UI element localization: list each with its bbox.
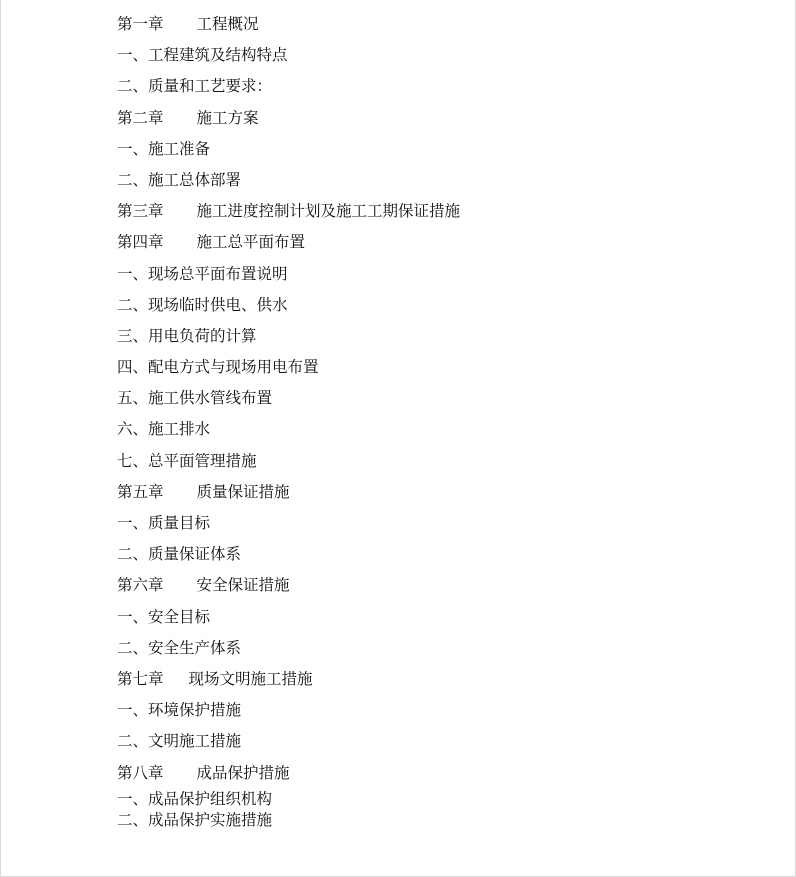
chapter-title: 施工进度控制计划及施工工期保证措施 <box>196 202 461 221</box>
chapter-title: 安全保证措施 <box>196 576 290 595</box>
toc-section: 六、施工排水 <box>117 420 211 439</box>
toc-section: 二、安全生产体系 <box>117 638 242 657</box>
chapter-title: 现场文明施工措施 <box>188 669 313 688</box>
toc-section: 一、质量目标 <box>117 514 211 532</box>
toc-section: 二、文明施工措施 <box>117 732 242 751</box>
toc-chapter-3 <box>117 200 460 231</box>
toc-chapter-7 <box>117 668 460 699</box>
toc-section: 二、现场临时供电、供水 <box>117 295 288 314</box>
toc-section: 三、用电负荷的计算 <box>117 326 257 345</box>
toc-section: 二、质量和工艺要求： <box>117 77 273 96</box>
toc-section: 一、环境保护措施 <box>117 701 242 720</box>
chapter-number: 第七章 <box>117 669 164 688</box>
toc-chapter-8 <box>117 762 460 788</box>
toc-section: 一、成品保护组织机构 <box>117 789 273 808</box>
chapter-number: 第五章 <box>117 482 164 501</box>
toc-section: 二、成品保护实施措施 <box>117 810 273 829</box>
chapter-number: 第三章 <box>117 202 164 221</box>
toc-section: 一、现场总平面布置说明 <box>117 264 288 283</box>
toc-section: 五、施工供水管线布置 <box>117 389 273 408</box>
chapter-title: 工程概况 <box>196 15 259 33</box>
toc-chapter-4 <box>117 231 460 262</box>
toc-section: 一、工程建筑及结构特点 <box>117 46 288 65</box>
chapter-number: 第四章 <box>117 233 164 252</box>
toc-chapter-6 <box>117 574 460 605</box>
chapter-number: 第六章 <box>117 576 164 595</box>
table-of-contents <box>117 13 460 830</box>
chapter-title: 成品保护措施 <box>196 763 290 782</box>
chapter-title: 施工方案 <box>196 108 259 127</box>
toc-section: 一、施工准备 <box>117 139 211 158</box>
toc-chapter-1 <box>117 13 460 44</box>
toc-section: 四、配电方式与现场用电布置 <box>117 358 319 377</box>
toc-section: 二、质量保证体系 <box>117 545 242 564</box>
toc-chapter-5 <box>117 481 460 512</box>
toc-chapter-2 <box>117 107 460 138</box>
chapter-number: 第一章 <box>117 15 164 33</box>
toc-section: 二、施工总体部署 <box>117 170 242 189</box>
toc-section: 一、安全目标 <box>117 607 211 626</box>
chapter-number: 第二章 <box>117 108 164 127</box>
chapter-number: 第八章 <box>117 763 164 782</box>
toc-section: 七、总平面管理措施 <box>117 451 257 470</box>
chapter-title: 质量保证措施 <box>196 482 290 501</box>
chapter-title: 施工总平面布置 <box>196 233 306 252</box>
